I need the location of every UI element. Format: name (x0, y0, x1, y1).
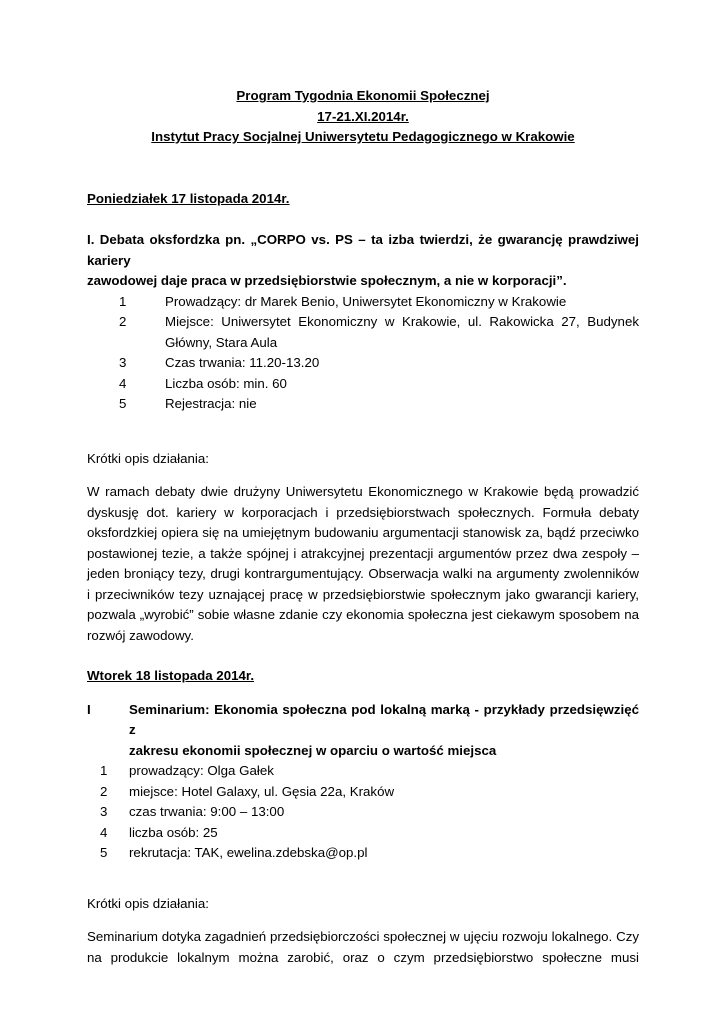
description-line: jeden broniący tezy, drugi kontrargumentujący. Obserwacja walki na argumenty zwolenników (87, 566, 639, 581)
list-item-number: 1 (100, 763, 108, 778)
tuesday-heading: Wtorek 18 listopada 2014r. (87, 668, 255, 683)
list-item (87, 394, 639, 415)
description-line: pozwala „wyrobić” sobie własne zdanie czy ekonomia społeczna jest ciekawym sposobem na (87, 607, 639, 622)
list-item-text: Czas trwania: 11.20-13.20 (165, 355, 320, 370)
tuesday-description-label: Krótki opis działania: (87, 895, 209, 911)
list-item (87, 353, 639, 374)
monday-event-title (87, 230, 639, 292)
list-item (87, 802, 639, 823)
list-item-text (165, 312, 639, 353)
list-item-number: 3 (119, 355, 127, 370)
monday-description-label: Krótki opis działania: (87, 450, 209, 466)
description-line: dyskusję dot. kariery w korporacjach i przedsiębiorstwach społecznych. Formuła debaty (87, 504, 639, 520)
list-item-text: rekrutacja: TAK, ewelina.zdebska@op.pl (129, 845, 368, 860)
document-content (87, 86, 639, 968)
list-item (87, 823, 639, 844)
list-item (87, 374, 639, 395)
list-item-number: 2 (119, 314, 127, 329)
event-number: I (87, 701, 91, 717)
description-line: Seminarium dotyka zagadnień przedsiębiorczości społecznej w ujęciu rozwoju lokalnego. Czy (87, 929, 639, 944)
list-item-text-line-1: Miejsce: Uniwersytet Ekonomiczny w Krakowie, ul. Rakowicka 27, Budynek (165, 314, 639, 329)
tuesday-details-list (87, 761, 639, 864)
description-line: i przeciwników tezy uznającej pracę w przedsiębiorstwie społecznym jako gwarancji kariery, (87, 586, 639, 602)
document-header (87, 86, 639, 148)
monday-title-line-2: zawodowej daje praca w przedsiębiorstwie społecznym, a nie w korporacji”. (87, 273, 567, 288)
tuesday-title-line-2: zakresu ekonomii społecznej w oparciu o wartość miejsca (129, 742, 497, 758)
tuesday-title-line-1: Seminarium: Ekonomia społeczna pod lokalną marką - przykłady przedsięwzięć z (129, 701, 639, 737)
list-item (87, 292, 639, 313)
list-item-number: 3 (100, 804, 108, 819)
monday-description (87, 482, 639, 646)
list-item-number: 5 (100, 845, 108, 860)
description-line: W ramach debaty dwie drużyny Uniwersytetu Ekonomicznego w Krakowie będą prowadzić (87, 484, 639, 499)
description-line: postawionej tezie, a także spójnej i atrakcyjnej prezentacji argumentów przez dwa zespoły – (87, 545, 639, 561)
description-line: na produkcie lokalnym można zarobić, oraz o czym przedsiębiorstwo społeczne musi (87, 949, 639, 965)
list-item-text-line-2: Główny, Stara Aula (165, 334, 278, 350)
monday-heading: Poniedziałek 17 listopada 2014r. (87, 190, 290, 206)
list-item (87, 782, 639, 803)
header-dates: 17-21.XI.2014r. (317, 108, 409, 124)
list-item-text: czas trwania: 9:00 – 13:00 (129, 804, 285, 819)
list-item-text: prowadzący: Olga Gałek (129, 763, 274, 778)
monday-details-list (87, 292, 639, 415)
description-line: rozwój zawodowy. (87, 627, 194, 643)
list-item (87, 761, 639, 782)
header-title: Program Tygodnia Ekonomii Społecznej (236, 88, 490, 103)
list-item (87, 843, 639, 864)
list-item-text: Liczba osób: min. 60 (165, 375, 287, 391)
list-item-text: Rejestracja: nie (165, 396, 257, 411)
list-item-text: Prowadzący: dr Marek Benio, Uniwersytet Ekonomiczny w Krakowie (165, 293, 567, 309)
header-institute: Instytut Pracy Socjalnej Uniwersytetu Pedagogicznego w Krakowie (151, 129, 575, 144)
list-item-number: 1 (119, 293, 127, 309)
list-item-number: 4 (119, 375, 127, 391)
list-item-number: 5 (119, 396, 127, 411)
list-item-text: miejsce: Hotel Galaxy, ul. Gęsia 22a, Kraków (129, 783, 395, 799)
list-item-number: 2 (100, 783, 108, 799)
list-item (87, 312, 639, 353)
tuesday-event-title (87, 700, 639, 762)
list-item-number: 4 (100, 824, 108, 840)
description-line: oksfordzkiej opiera się na umiejętnym budowaniu argumentacji stanowisk za, bądź przeciwko (87, 525, 639, 540)
tuesday-description (87, 927, 639, 968)
list-item-text: liczba osób: 25 (129, 824, 218, 840)
monday-title-line-1: I. Debata oksfordzka pn. „CORPO vs. PS – ta izba twierdzi, że gwarancję prawdziwej kariery (87, 232, 639, 268)
